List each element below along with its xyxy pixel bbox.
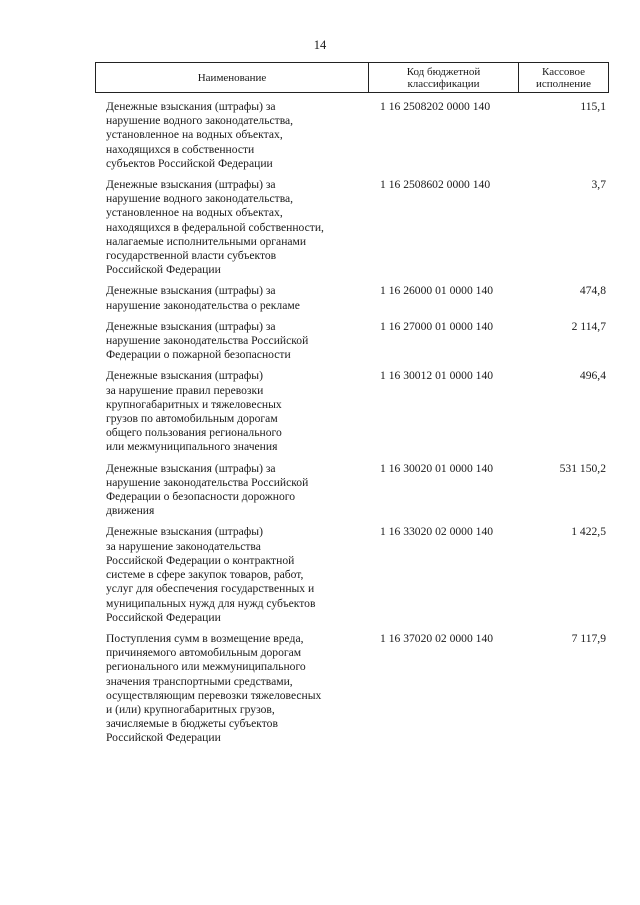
- row-name: Поступления сумм в возмещение вреда, причиняемого автомобильным дорогам регионального или межмуниципального значения транспортными средствами, осуществляющим перевозки тяжеловесных и (или) крупногабаритных грузов, зачисляемые в бюджеты субъектов Российской Федерации: [106, 631, 322, 745]
- table-row: [106, 178, 606, 277]
- row-name: Денежные взыскания (штрафы) за нарушение законодательства о рекламе: [106, 284, 300, 312]
- table-row: [106, 632, 606, 746]
- row-amount: 531 150,2: [559, 461, 606, 475]
- row-amount: 1 422,5: [571, 525, 606, 539]
- row-amount: 7 117,9: [571, 631, 606, 645]
- column-header-amount: Кассовое исполнение: [536, 65, 591, 90]
- row-name: Денежные взыскания (штрафы) за нарушение правил перевозки крупногабаритных и тяжеловесных грузов по автомобильным дорогам общего пользования регионального или межмуниципального значения: [106, 369, 282, 454]
- row-amount: 496,4: [579, 369, 606, 383]
- table-row: [106, 320, 606, 363]
- column-header-name: Наименование: [96, 63, 369, 92]
- row-amount: 2 114,7: [571, 319, 606, 333]
- row-code: 1 16 2508602 0000 140: [380, 178, 491, 192]
- row-amount: 474,8: [579, 284, 606, 298]
- table-row: [106, 284, 606, 312]
- row-code: 1 16 37020 02 0000 140: [380, 631, 494, 645]
- row-name: Денежные взыскания (штрафы) за нарушение водного законодательства, установленное на водных объектах, находящихся в федеральной собственности, налагаемые исполнительными органами государственной власти субъектов Российской Федерации: [106, 178, 324, 277]
- row-name: Денежные взыскания (штрафы) за нарушение законодательства Российской Федерации о безопасности дорожного движения: [106, 461, 309, 518]
- row-name: Денежные взыскания (штрафы) за нарушение законодательства Российской Федерации о контрактной системе в сфере закупок товаров, работ, услуг для обеспечения государственных и муниципальных нужд для нужд субъектов Российской Федерации: [106, 525, 316, 624]
- row-code: 1 16 30012 01 0000 140: [380, 369, 494, 383]
- row-code: 1 16 2508202 0000 140: [380, 100, 491, 113]
- table-row: [106, 100, 606, 171]
- page-number: 14: [313, 38, 327, 52]
- row-name: Денежные взыскания (штрафы) за нарушение законодательства Российской Федерации о пожарной безопасности: [106, 319, 309, 362]
- table-body: [106, 100, 606, 753]
- table-row: [106, 525, 606, 624]
- row-code: 1 16 33020 02 0000 140: [380, 525, 494, 539]
- row-amount: 3,7: [591, 178, 606, 192]
- row-code: 1 16 27000 01 0000 140: [380, 319, 494, 333]
- table-row: [106, 369, 606, 454]
- row-name: Денежные взыскания (штрафы) за нарушение водного законодательства, установленное на водных объектах, находящихся в собственности субъектов Российской Федерации: [106, 100, 294, 170]
- row-amount: 115,1: [580, 100, 606, 113]
- row-code: 1 16 30020 01 0000 140: [380, 461, 494, 475]
- table-header: [95, 62, 609, 93]
- column-header-code: Код бюджетной классификации: [369, 63, 519, 92]
- row-code: 1 16 26000 01 0000 140: [380, 284, 494, 298]
- table-row: [106, 462, 606, 519]
